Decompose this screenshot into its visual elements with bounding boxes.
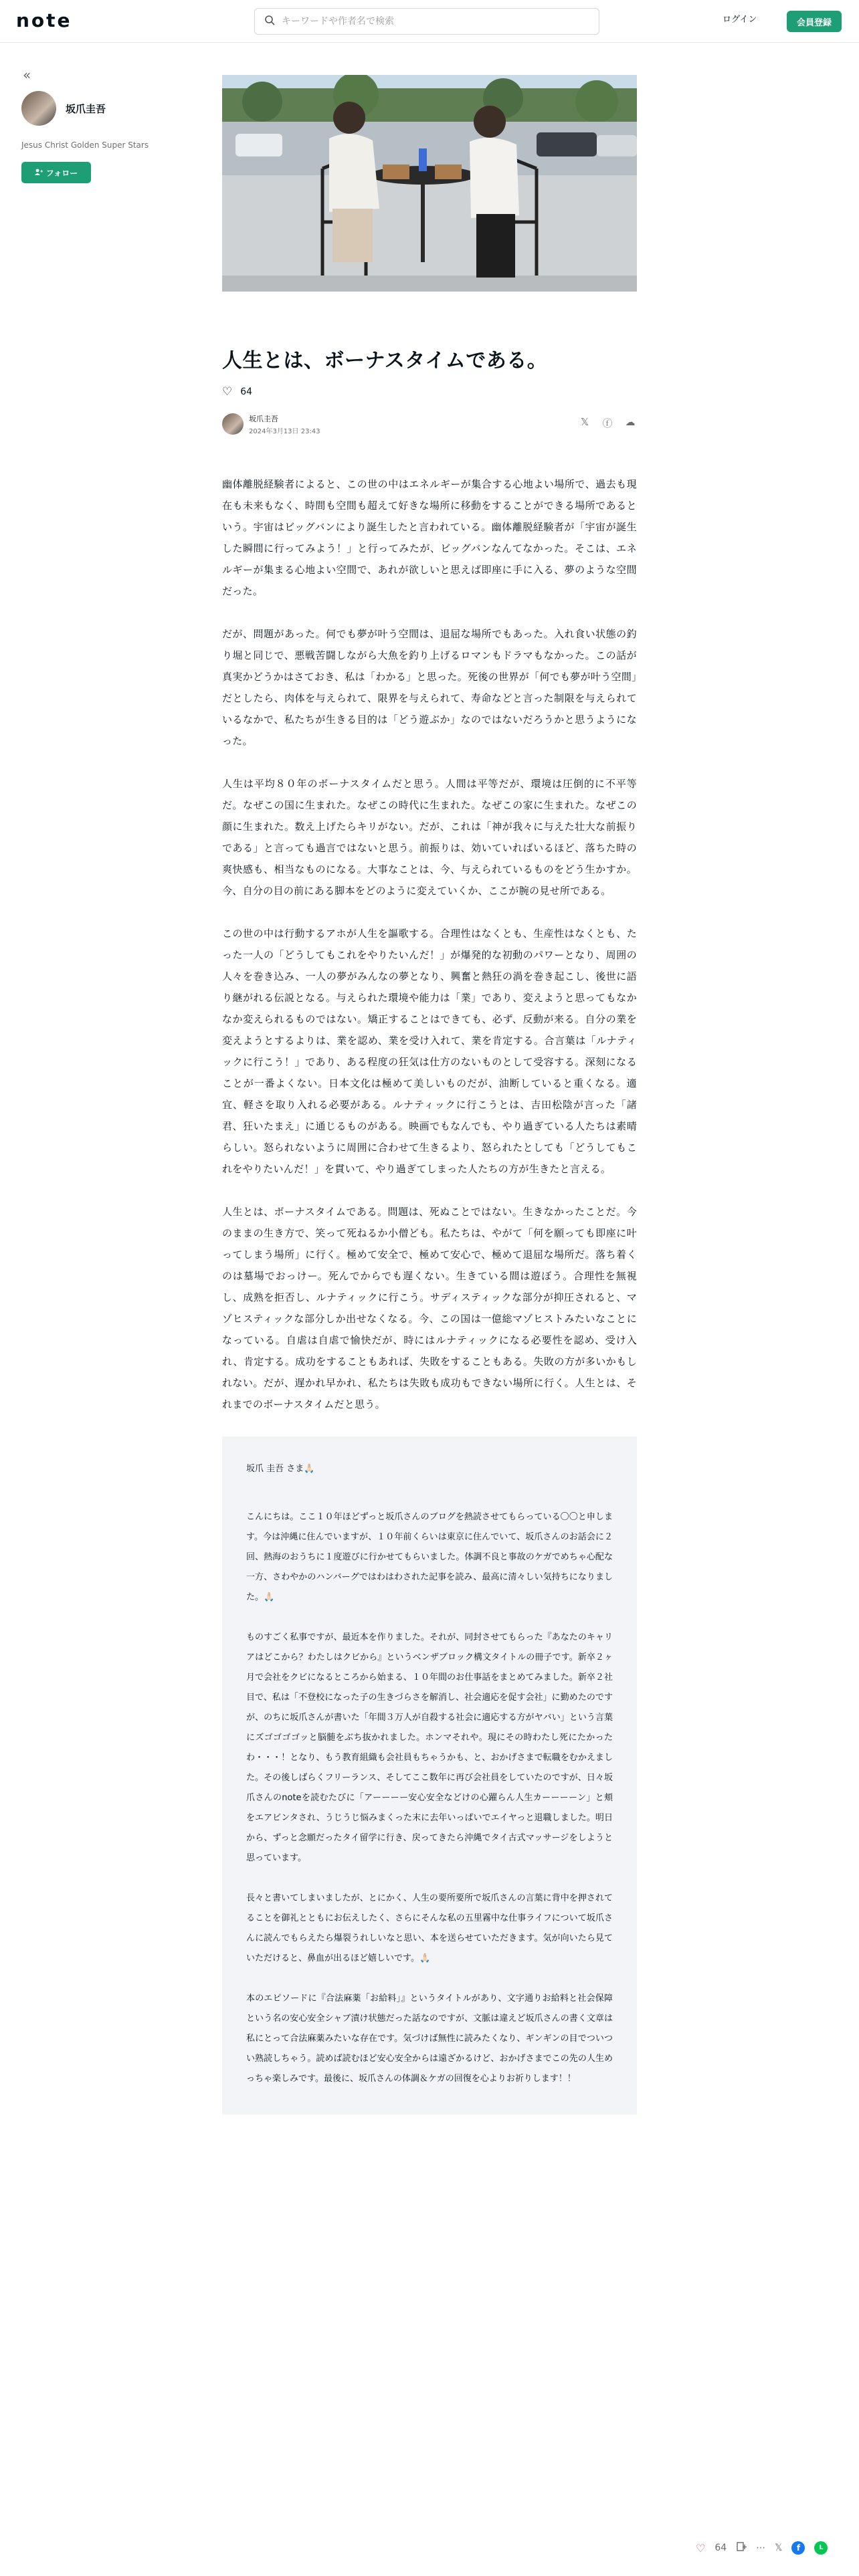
- person-add-icon: [35, 169, 43, 177]
- creator-sidebar: [21, 67, 195, 183]
- like-row: [222, 385, 637, 399]
- x-share-icon[interactable]: 𝕏: [775, 2543, 783, 2553]
- article-paragraph: だが、問題があった。何でも夢が叶う空間は、退屈な場所でもあった。入れ食い状態の釣り堀と同じで、悪戦苦闘しながら大魚を釣り上げるロマンもドラマもなかった。この話が真実かどうかはさておき、私は「わかる」と思った。死後の世界が「何でも夢が叶う空間」だとしたら、肉体を与えられて、限界を与えられて、寿命などと言った制限を与えられているなかで、私たちが生きる目的は「どう遊ぶか」なのではないだろうかと思うようになった。: [222, 628, 637, 747]
- article-paragraph: 人生とは、ボーナスタイムである。問題は、死ぬことではない。生きなかったことだ。今のままの生き方で、笑って死ねるか小僧ども。私たちは、やがて「何を願っても即座に叶ってしまう場所」に行く。極めて安全で、極めて安心で、極めて退屈な場所だ。落ち着くのは墓場でおっけー。死んでからでも遅くない。生きている間は遊ぼう。合理性を無視し、成熟を拒否し、ルナティックに行こう。サディスティックな部分が抑圧されると、マゾヒスティックな部分しか出せなくなる。今、この国は一億総マゾヒストみたいなことになっている。自虐は自虐で愉快だが、時にはルナティックになる必要性を認め、受け入れ、肯定する。成功をすることもあれば、失敗をすることもある。失敗の方が多いかもしれない。だが、遅かれ早かれ、私たちは失敗も成功もできない場所に行く。人生とは、それまでのボーナスタイムだと思う。: [222, 1206, 637, 1410]
- article-title: 人生とは、ボーナスタイムである。: [222, 349, 548, 372]
- heart-icon[interactable]: ♡: [222, 385, 233, 399]
- letter-paragraph: ものすごく私事ですが、最近本を作りました。それが、同封させてもらった『あなたのキャリアはどこから？わたしはクビから』というベンザブロック構文タイトルの冊子です。新卒２ヶ月で会社をクビになるところから始まる、１０年間のお仕事話をまとめてみました。新卒２社目で、私は「不登校になった子の生きづらさを解消し、社会適応を促す会社」に勤めたのですが、のちに坂爪さんが書いた「年間３万人が自殺する社会に適応する方がヤバい」という言葉にズゴゴゴゴッと脳髄をぶち抜かれました。ホンマそれや。現にその時わたし死にたかったわ・・・！となり、もう教育組織も会社員もちゃうかも、と、おかげさまで転職をむかえました。その後しばらくフリーランス、そしてここ数年に再び会社員をしていたのですが、日々坂爪さんのnoteを読むたびに「アーーーー安心安全などけの心躍らん人生カーーーーン」と頬をエアビンタされ、うじうじ悩みまくった末に去年いっぱいでエイヤっと退職しました。明日から、ずっと念願だったタイ留学に行き、戻ってきたら沖縄でタイ古式マッサージをしようと思っています。: [246, 1632, 613, 1863]
- creator-profile[interactable]: [21, 91, 195, 126]
- x-share-icon[interactable]: 𝕏: [580, 416, 589, 428]
- publish-date: 2024年3月13日 23:43: [249, 427, 320, 435]
- line-share-icon[interactable]: ☁: [625, 416, 636, 428]
- like-heart-icon[interactable]: ♡: [696, 2541, 706, 2555]
- magazine-add-icon[interactable]: [736, 2541, 747, 2555]
- bottom-like-count[interactable]: 64: [714, 2543, 727, 2553]
- author-name[interactable]: 坂爪圭吾: [249, 414, 278, 423]
- more-options-icon[interactable]: ⋯: [756, 2543, 766, 2553]
- article-hero-image: [222, 75, 637, 292]
- author-row: [222, 412, 637, 436]
- search-box[interactable]: [254, 8, 599, 35]
- share-buttons: [578, 416, 637, 430]
- author-avatar[interactable]: [222, 413, 244, 435]
- letter-greeting: 坂爪 圭吾 さま🙏🏻: [246, 1464, 315, 1474]
- letter-paragraph: 長々と書いてしまいましたが、とにかく、人生の要所要所で坂爪さんの言葉に背中を押されてることを御礼とともにお伝えしたく、さらにそんな私の五里霧中な仕事ライフについて坂爪さんに読んでもらえたら爆裂うれしいなと思い、本を送らせていただきます。気が向いたら見ていただけると、鼻血が出るほど嬉しいです。🙏🏻: [246, 1893, 613, 1963]
- note-logo[interactable]: note: [16, 9, 72, 31]
- search-icon: [264, 15, 275, 28]
- follow-button[interactable]: [21, 162, 91, 183]
- signup-button[interactable]: 会員登録: [787, 11, 842, 32]
- article: [222, 75, 637, 2115]
- article-paragraph: 人生は平均８０年のボーナスタイムだと思う。人間は平等だが、環境は圧倒的に不平等だ。なぜこの国に生まれた。なぜこの時代に生まれた。なぜこの家に生まれた。なぜこの顔に生まれた。数え上げたらキリがない。だが、これは「神が我々に与えた壮大な前振りである」と言っても過言ではないと思う。前振りは、効いていればいるほど、落ちた時の爽快感も、相当なものになる。大事なことは、今、与えられているものをどう生かすか。今、自分の目の前にある脚本をどのように変えていくか、ここが腕の見せ所である。: [222, 778, 637, 897]
- letter-paragraph: こんにちは。ここ１０年ほどずっと坂爪さんのブログを熱読させてもらっている〇〇と申します。今は沖縄に住んでいますが、１０年前くらいは東京に住んでいて、坂爪さんのお話会に２回、熱海のおうちに１度遊びに行かせてもらいました。体調不良と事故のケガでめちゃ心配な一方、さわやかのハンバーグではわはわされた記事を読み、最高に清々しい気持ちになりました。🙏🏻: [246, 1512, 613, 1602]
- line-share-icon[interactable]: L: [814, 2541, 828, 2555]
- quoted-letter: [222, 1436, 637, 2115]
- creator-avatar[interactable]: [21, 91, 56, 126]
- site-header: [0, 0, 859, 43]
- collapse-sidebar-icon[interactable]: «: [23, 67, 31, 83]
- like-count[interactable]: 64: [240, 387, 253, 397]
- follow-label: フォロー: [45, 168, 78, 178]
- bottom-action-bar: [696, 2541, 828, 2555]
- login-link[interactable]: ログイン: [723, 15, 757, 25]
- article-paragraph: 幽体離脱経験者によると、この世の中はエネルギーが集合する心地よい場所で、過去も現在も未来もなく、時間も空間も超えて好きな場所に移動をすることができる場所であるという。宇宙はビッグバンにより誕生したと言われている。幽体離脱経験者が「宇宙が誕生した瞬間に行ってみよう！」と行ってみたが、ビッグバンなんてなかった。そこは、エネルギーが集まる心地よい空間で、あれが欲しいと思えば即座に手に入る、夢のような空間だった。: [222, 478, 637, 597]
- search-input[interactable]: [282, 16, 576, 27]
- creator-bio: Jesus Christ Golden Super Stars: [21, 140, 149, 150]
- facebook-share-icon[interactable]: ⓕ: [602, 417, 613, 429]
- article-paragraph: この世の中は行動するアホが人生を謳歌する。合理性はなくとも、生産性はなくとも、たった一人の「どうしてもこれをやりたいんだ！」が爆発的な初動のパワーとなり、周囲の人々を巻き込み、一人の夢がみんなの夢となり、興奮と熱狂の渦を巻き起こし、後世に語り継がれる伝説となる。与えられた環境や能力は「業」であり、変えようと思ってもなかなか変えられるものではない。矯正することはできても、必ず、反動が来る。自分の業を変えようとするよりは、業を認め、業を受け入れて、業を肯定する。合言葉は「ルナティックに行こう！」であり、ある程度の狂気は仕方のないものとして受容する。深刻になることが一番よくない。日本文化は極めて美しいものだが、油断していると重くなる。適宜、軽さを取り入れる必要がある。ルナティックに行こうとは、吉田松陰が言った「諸君、狂いたまえ」に通じるものがある。映画でもなんでも、やり過ぎている人たちは素晴らしい。怒られないように周囲に合わせて生きるより、怒られたとしても「どうしてもこれをやりたいんだ！」を貫いて、やり過ぎてしまった人たちの方が生きたと言える。: [222, 928, 637, 1175]
- creator-name[interactable]: 坂爪圭吾: [66, 102, 106, 115]
- article-body: [222, 473, 637, 1415]
- facebook-share-icon[interactable]: f: [791, 2541, 805, 2555]
- author-meta: [249, 413, 320, 435]
- letter-paragraph: 本のエピソードに『合法麻薬「お給料」』というタイトルがあり、文字通りお給料と社会保障という名の安心安全シャブ漬け状態だった話なのですが、文脈は違えど坂爪さんの書く文章は私にとって合法麻薬みたいな存在です。気づけば無性に読みたくなり、ギンギンの目でついつい熟読しちゃう。読めば読むほど安心安全からは遠ざかるけど、おかげさまでこの先の人生めっちゃ楽しみです。最後に、坂爪さんの体調＆ケガの回復を心よりお祈りします！！: [246, 1994, 613, 2084]
